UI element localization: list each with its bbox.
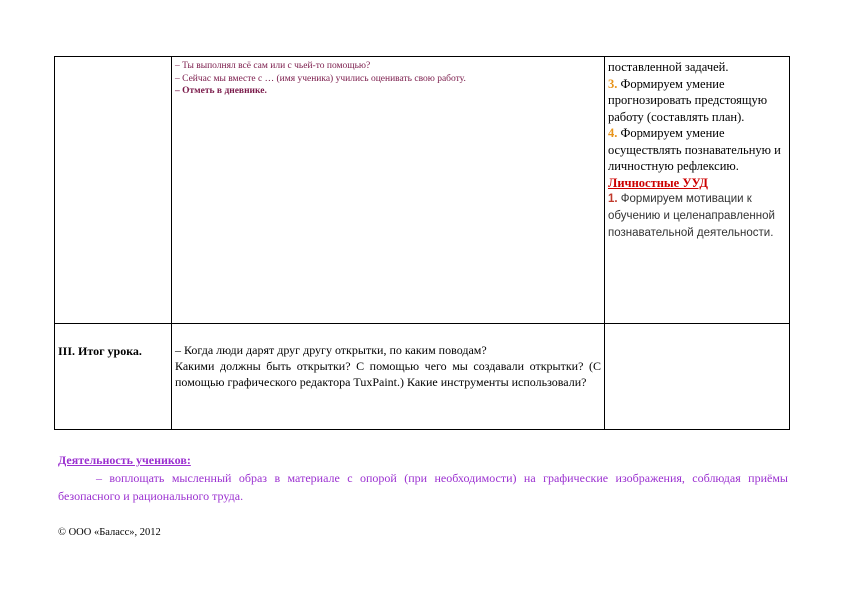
lesson-table	[54, 56, 790, 430]
activity-text: – воплощать мысленный образ в материале с опорой (при необходимости) на графические изображения, соблюдая приёмы безопасного и рационального труда.	[58, 471, 788, 503]
uud-cell	[605, 57, 790, 324]
personal-uud-title: Личностные УУД	[608, 175, 709, 190]
summary-question: – Когда люди дарят друг другу открытки, по каким поводам?	[175, 343, 487, 357]
item-number: 1.	[608, 193, 618, 205]
item-text: Формируем мотивации к обучению и целенаправленной познавательной деятельности.	[608, 193, 775, 239]
stage-cell-empty	[55, 57, 172, 324]
table-row	[55, 324, 790, 430]
item-number: 3.	[608, 76, 618, 91]
student-activity	[58, 451, 788, 505]
question-line: – Ты выполнял всё сам или с чьей-то помощью?	[175, 61, 371, 71]
summary-questions: Какими должны быть открытки? С помощью чего мы создавали открытки? (С помощью графического редактора TuxPaint.) Какие инструменты использовали?	[175, 359, 601, 389]
item-text: Формируем умение прогнозировать предстоящую работу (составлять план).	[608, 76, 768, 124]
stage-cell: III. Итог урока.	[55, 324, 172, 430]
uud-item-4	[608, 125, 786, 175]
table-row	[55, 57, 790, 324]
diary-instruction: – Отметь в дневнике.	[175, 86, 267, 96]
question-line: – Сейчас мы вместе с … (имя ученика) учились оценивать свою работу.	[175, 73, 466, 84]
item-text: Формируем умение осуществлять познавательную и личностную рефлексию.	[608, 126, 781, 173]
copyright: © ООО «Баласс», 2012	[58, 527, 161, 538]
uud-item-3	[608, 76, 786, 126]
uud-line: поставленной задачей.	[608, 60, 729, 74]
item-number: 4.	[608, 126, 618, 140]
empty-cell	[605, 324, 790, 430]
teacher-activity-cell	[172, 57, 605, 324]
uud-item-1	[608, 191, 786, 242]
summary-cell	[172, 324, 605, 430]
activity-heading: Деятельность учеников:	[58, 453, 191, 467]
